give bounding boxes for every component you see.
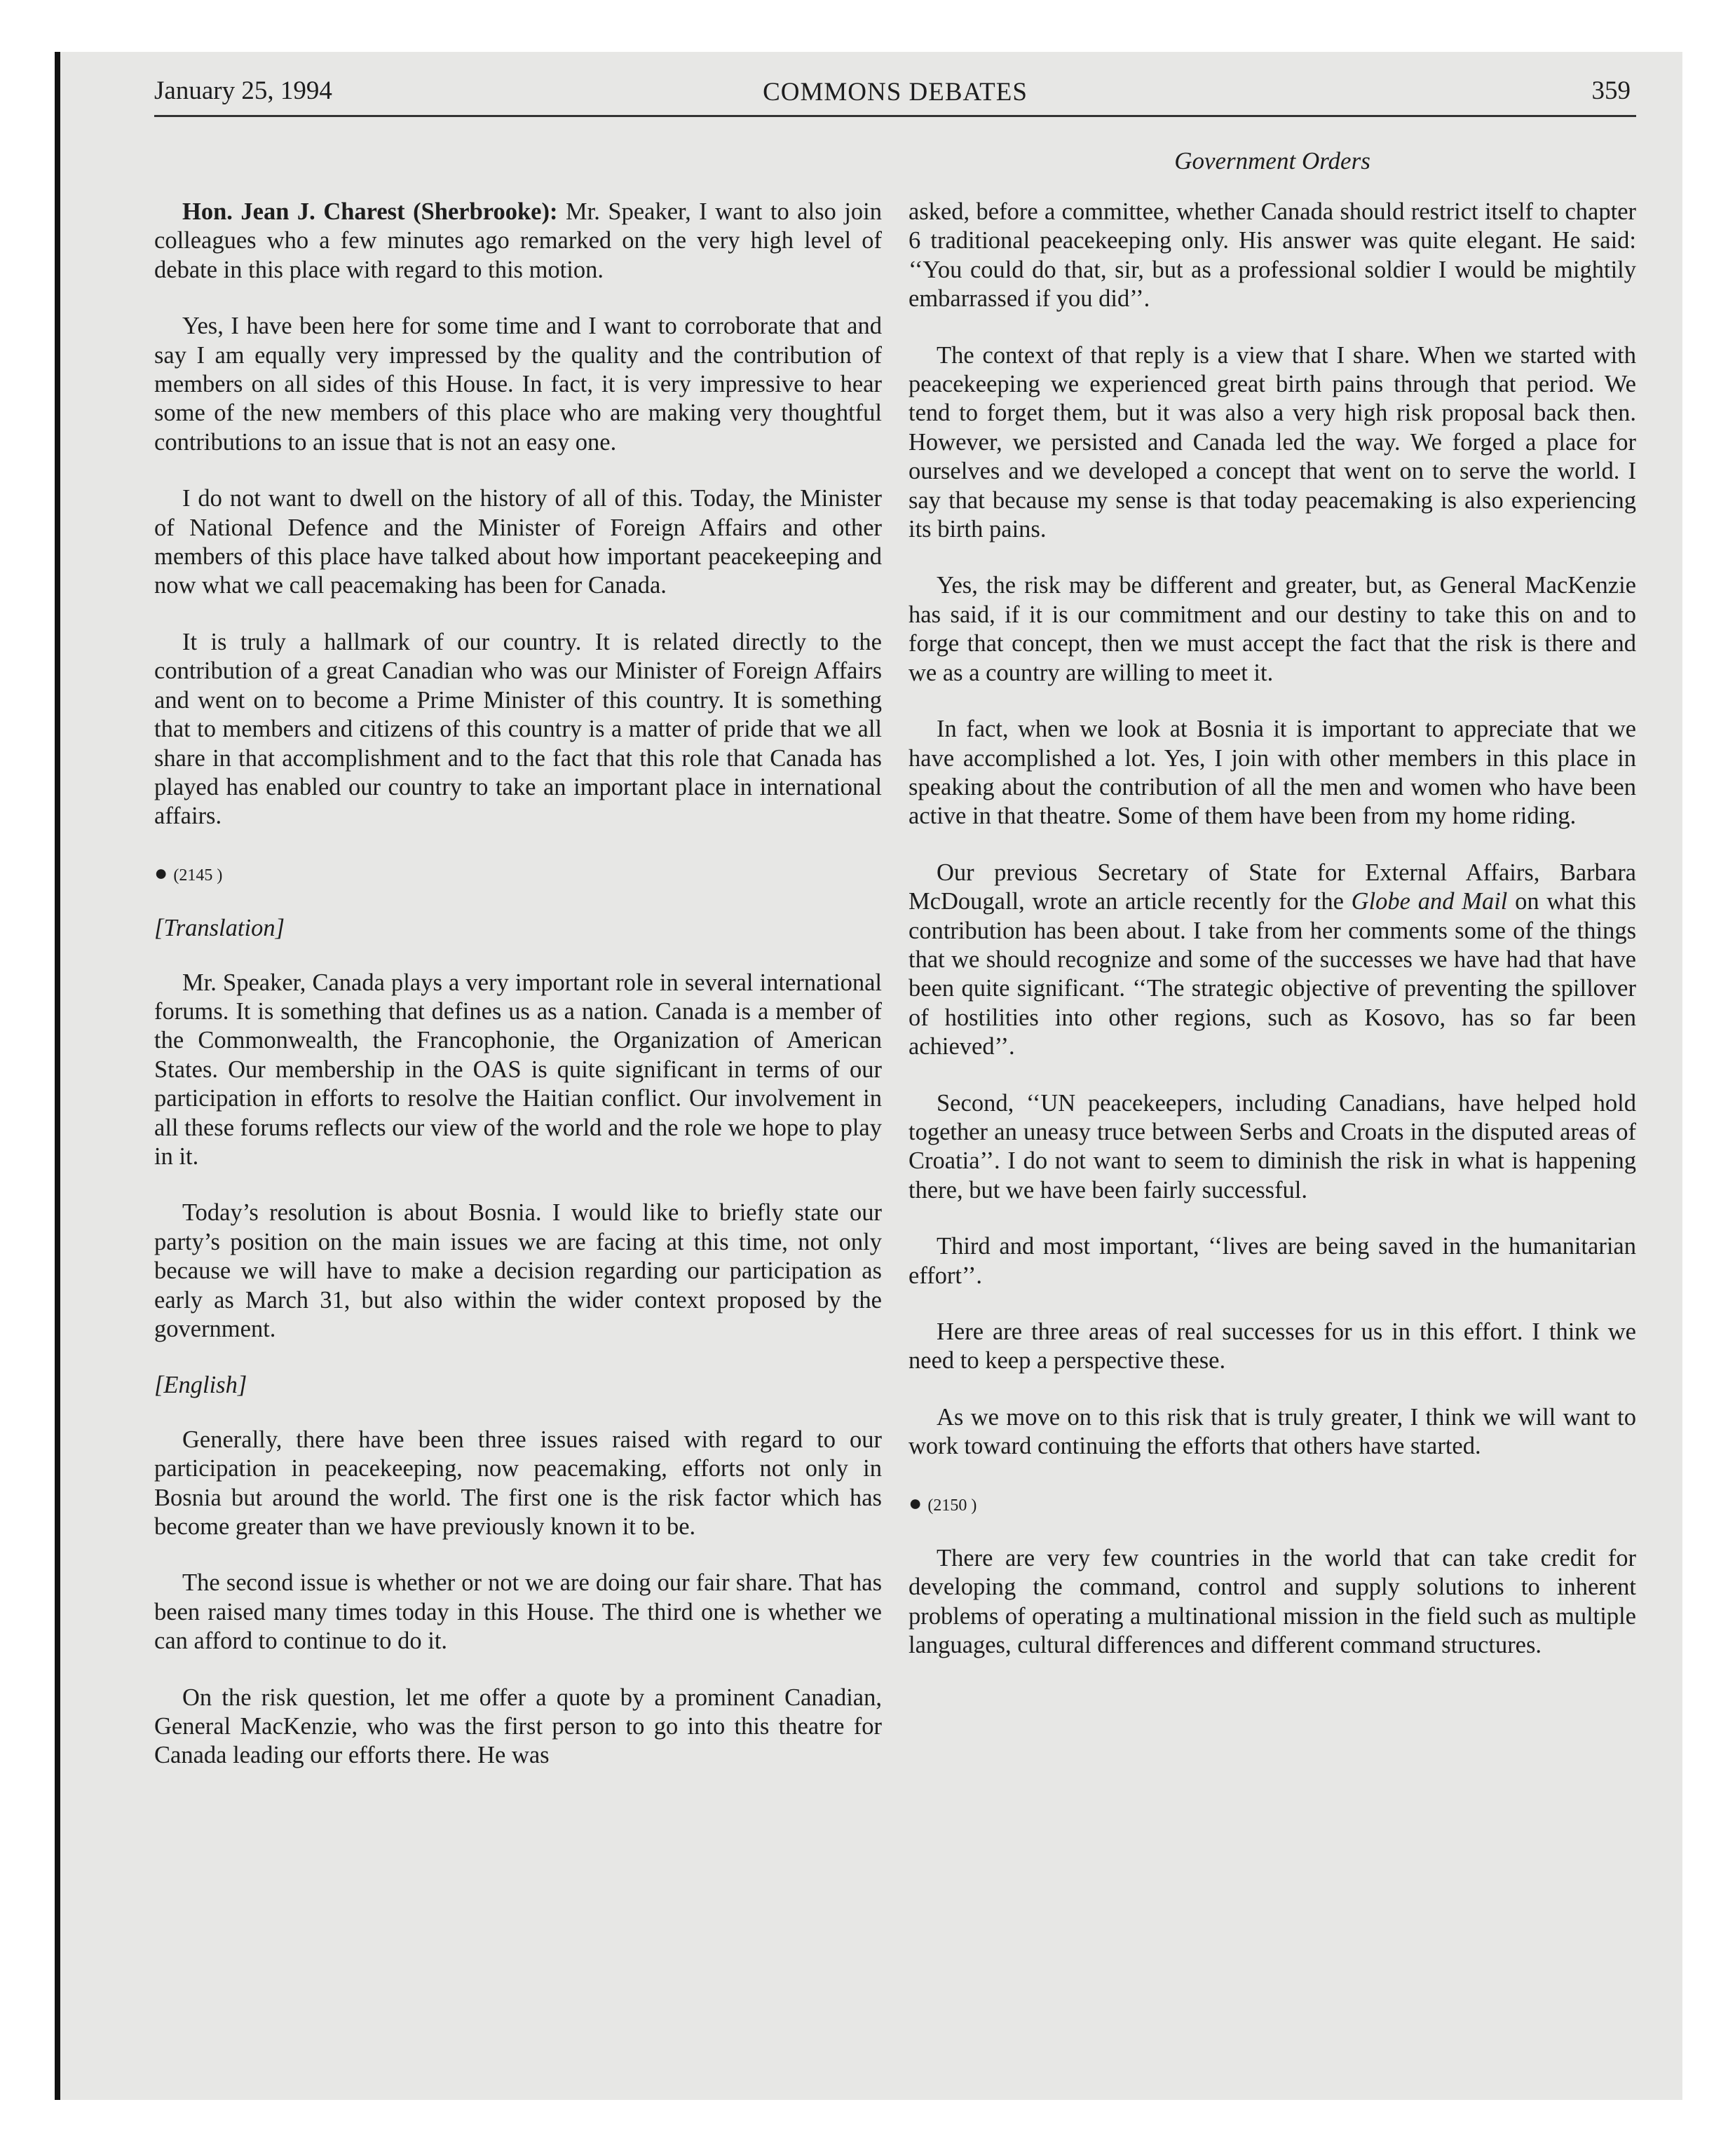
paragraph: Mr. Speaker, Canada plays a very important role in several international forums. It is something that defines us as a nation. Canada is a member of the Commonwealth, the Francophonie, the Organization of American States. Our membership in the OAS is quite significant in terms of our participation in efforts to resolve the Haitian conflict. Our involvement in all these forums reflects our view of the world and the role we hope to play in it. <box>154 969 882 1170</box>
page-number: 359 <box>1591 76 1631 105</box>
time-marker <box>909 1489 1636 1520</box>
bullet-icon: ● <box>909 1489 923 1515</box>
language-note: [Translation] <box>154 915 285 942</box>
paragraph: The context of that reply is a view that I share. When we started with peacekeeping we experienced great birth pains through that period. We tend to forget them, but it was also a very high risk proposal back then. However, we persisted and Canada led the way. We forged a place for ourselves and we developed a concept that went on to serve the world. I say that because my sense is that today peacemaking is also experiencing its birth pains. <box>909 341 1636 543</box>
language-note: [English] <box>154 1372 247 1399</box>
bullet-icon: ● <box>154 859 168 885</box>
paragraph: Today’s resolution is about Bosnia. I would like to briefly state our party’s position on the main issues we are facing at this time, not only because we will have to make a decision regarding our participation as early as March 31, but also within the wider context proposed by the government. <box>154 1199 882 1342</box>
left-column <box>154 198 882 1798</box>
paragraph: Yes, I have been here for some time and I want to corroborate that and say I am equally very impressed by the quality and the contribution of members on all sides of this House. In fact, it is very impressive to hear some of the new members of this place who are making very thoughtful contributions to an issue that is not an easy one. <box>154 313 882 456</box>
paragraph: Third and most important, ‘‘lives are being saved in the humanitarian effort’’. <box>909 1233 1636 1289</box>
paragraph: Yes, the risk may be different and greater, but, as General MacKenzie has said, if it is our commitment and our destiny to take this on and to forge that concept, then we must accept the fact that the risk is there and we as a country are willing to meet it. <box>909 572 1636 686</box>
paragraph: There are very few countries in the world that can take credit for developing the command, control and supply solutions to inherent problems of operating a multinational mission in the field such as multiple languages, cultural differences and different command structures. <box>909 1545 1636 1659</box>
paragraph: Generally, there have been three issues raised with regard to our participation in peacekeeping, now peacemaking, efforts not only in Bosnia but around the world. The first one is the risk factor which has become greater than we have previously known it to be. <box>154 1426 882 1541</box>
header-title: COMMONS DEBATES <box>763 78 1028 107</box>
paragraph <box>909 859 1636 1062</box>
right-column <box>909 198 1636 1688</box>
paragraph-text: Our previous Secretary of State for External Affairs, Barbara McDougall, wrote an article recently for the <box>909 859 1636 915</box>
paragraph-text: on what this contribution has been about. I take from her comments some of the things that we should recognize and some of the successes we have had that have been quite significant. ‘‘The strategic objective of preventing the spillover of hostilities into other regions, such as Kosovo, has so far been achieved’’. <box>909 888 1636 1060</box>
time-marker <box>154 859 882 890</box>
paragraph: Here are three areas of real successes for us in this effort. I think we need to keep a perspective these. <box>909 1318 1636 1374</box>
header-date: January 25, 1994 <box>154 76 332 105</box>
section-title: Government Orders <box>1174 147 1370 175</box>
publication-title: Globe and Mail <box>1351 888 1508 915</box>
page-header <box>154 71 1636 117</box>
paragraph: I do not want to dwell on the history of all of this. Today, the Minister of National Defence and the Minister of Foreign Affairs and other members of this place have talked about how important peacekeeping and now what we call peacemaking has been for Canada. <box>154 485 882 599</box>
paragraph: Second, ‘‘UN peacekeepers, including Canadians, have helped hold together an uneasy truce between Serbs and Croats in the disputed areas of Croatia’’. I do not want to seem to diminish the risk in what is happening there, but we have been fairly successful. <box>909 1089 1636 1203</box>
paragraph-text: Mr. Speaker, I want to also join colleagues who a few minutes ago remarked on the very high level of debate in this place with regard to this motion. <box>154 198 882 283</box>
paragraph <box>154 198 882 285</box>
time-marker-label: (2145 ) <box>173 866 223 885</box>
paragraph: asked, before a committee, whether Canada should restrict itself to chapter 6 traditional peacekeeping only. His answer was quite elegant. He said: ‘‘You could do that, sir, but as a professional soldier I would be mightily embarrassed if you did’’. <box>909 198 1636 313</box>
paragraph: As we move on to this risk that is truly greater, I think we will want to work toward continuing the efforts that others have started. <box>909 1403 1636 1460</box>
time-marker-label: (2150 ) <box>927 1496 977 1515</box>
paragraph: It is truly a hallmark of our country. It is related directly to the contribution of a great Canadian who was our Minister of Foreign Affairs and went on to become a Prime Minister of this country. It is something that to members and citizens of this country is a matter of pride that we all share in that accomplishment and to the fact that this role that Canada has played has enabled our country to take an important place in international affairs. <box>154 628 882 830</box>
paragraph: On the risk question, let me offer a quote by a prominent Canadian, General MacKenzie, who was the first person to go into this theatre for Canada leading our efforts there. He was <box>154 1684 882 1769</box>
paragraph: The second issue is whether or not we are doing our fair share. That has been raised many times today in this House. The third one is whether we can afford to continue to do it. <box>154 1569 882 1655</box>
speaker-name: Hon. Jean J. Charest (Sherbrooke): <box>182 198 558 225</box>
paragraph: In fact, when we look at Bosnia it is important to appreciate that we have accomplished a lot. Yes, I join with other members in this place in speaking about the contribution of all the men and women who have been active in that theatre. Some of them have been from my home riding. <box>909 716 1636 830</box>
